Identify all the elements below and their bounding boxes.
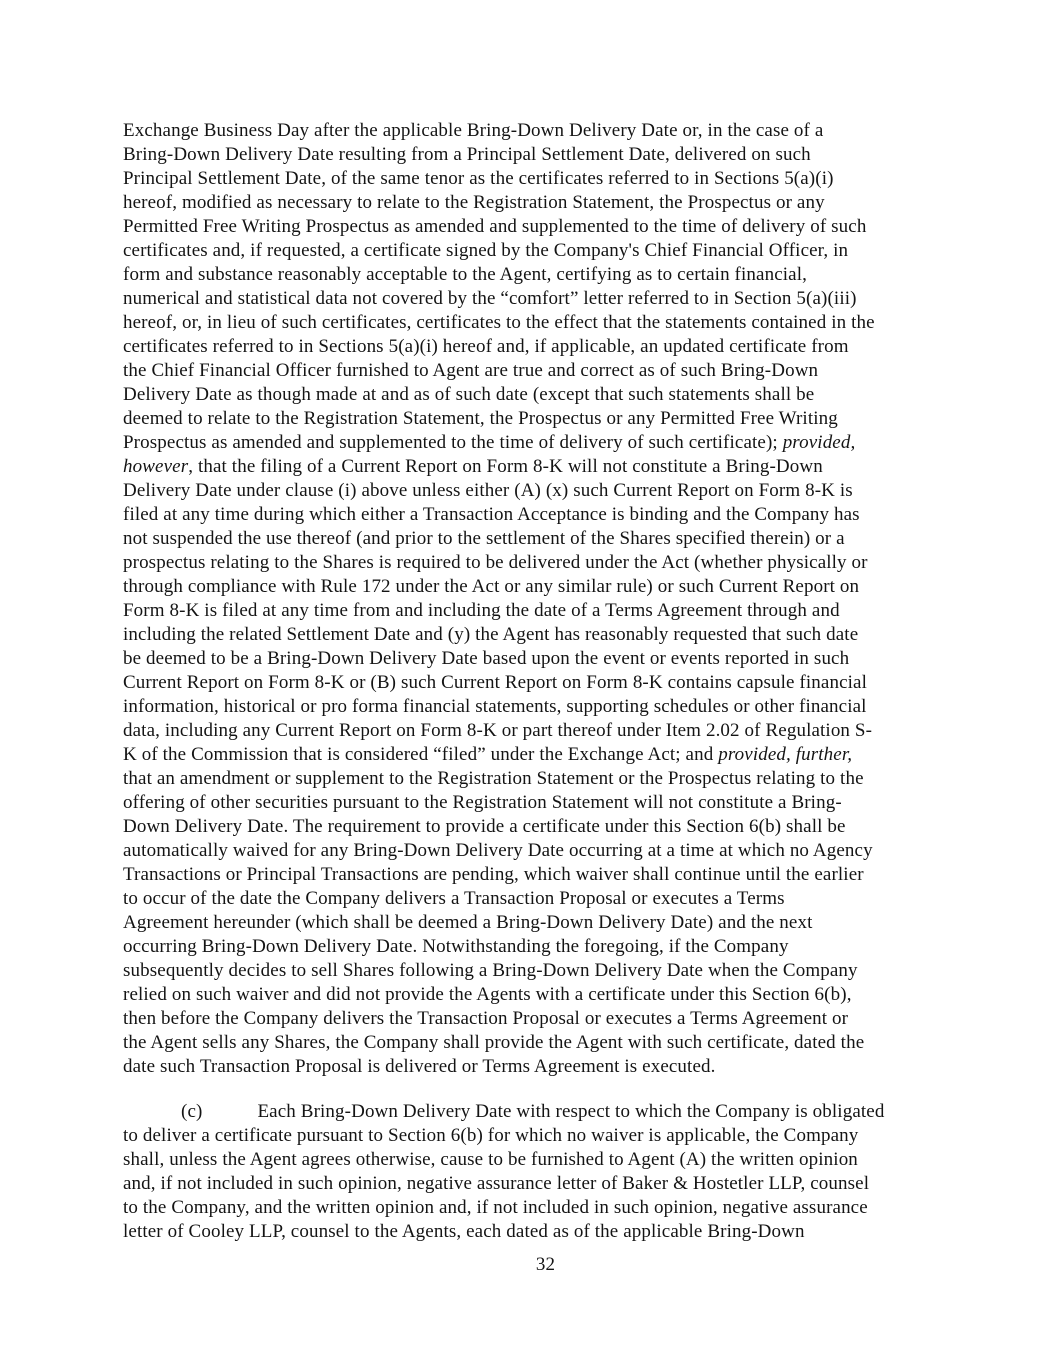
text-segment: be deemed to be a Bring-Down Delivery Date based upon the event or events reported in such <box>123 648 850 669</box>
text-segment: Principal Settlement Date, of the same tenor as the certificates referred to in Sections 5(a)(i) <box>123 168 834 189</box>
text-line <box>123 1007 968 1031</box>
text-line <box>123 743 968 767</box>
text-segment: certificates and, if requested, a certificate signed by the Company's Chief Financial Officer, in <box>123 240 849 261</box>
text-segment: to deliver a certificate pursuant to Section 6(b) for which no waiver is applicable, the Company <box>123 1125 859 1146</box>
italic-text-segment: however <box>123 456 189 477</box>
text-line <box>123 1148 968 1172</box>
text-segment: Bring-Down Delivery Date resulting from a Principal Settlement Date, delivered on such <box>123 144 811 165</box>
page-number: 32 <box>535 1254 556 1275</box>
text-line <box>123 407 968 431</box>
text-line <box>123 623 968 647</box>
text-line <box>123 551 968 575</box>
text-segment: to the Company, and the written opinion and, if not included in such opinion, negative assurance <box>123 1197 868 1218</box>
text-line <box>123 191 968 215</box>
text-line <box>123 719 968 743</box>
text-segment: (c) <box>181 1101 203 1122</box>
text-line <box>123 1220 968 1244</box>
text-segment: occurring Bring-Down Delivery Date. Notwithstanding the foregoing, if the Company <box>123 936 789 957</box>
text-segment: not suspended the use thereof (and prior to the settlement of the Shares specified therein) or a <box>123 528 845 549</box>
text-line <box>123 1100 968 1124</box>
text-line <box>123 503 968 527</box>
text-line <box>123 1172 968 1196</box>
text-segment: Current Report on Form 8-K or (B) such Current Report on Form 8-K contains capsule financial <box>123 672 867 693</box>
text-line <box>123 143 968 167</box>
text-segment: Delivery Date under clause (i) above unless either (A) (x) such Current Report on Form 8-K is <box>123 480 853 501</box>
text-segment: , that the filing of a Current Report on Form 8-K will not constitute a Bring-Down <box>188 456 823 477</box>
text-line <box>123 599 968 623</box>
text-segment: data, including any Current Report on Form 8-K or part thereof under Item 2.02 of Regulation S- <box>123 720 873 741</box>
text-line <box>123 791 968 815</box>
text-segment: deemed to relate to the Registration Statement, the Prospectus or any Permitted Free Writing <box>123 408 838 429</box>
text-line <box>123 287 968 311</box>
text-line <box>123 119 968 143</box>
text-line <box>123 479 968 503</box>
text-line <box>123 167 968 191</box>
text-segment: Prospectus as amended and supplemented to the time of delivery of such certificate); <box>123 432 783 453</box>
text-segment: K of the Commission that is considered “filed” under the Exchange Act; and <box>123 744 719 765</box>
text-line <box>123 239 968 263</box>
text-line <box>123 359 968 383</box>
text-segment: Transactions or Principal Transactions are pending, which waiver shall continue until the earlier <box>123 864 864 885</box>
page-content <box>123 119 968 1277</box>
text-segment: Delivery Date as though made at and as of such date (except that such statements shall be <box>123 384 815 405</box>
text-segment: the Chief Financial Officer furnished to Agent are true and correct as of such Bring-Down <box>123 360 819 381</box>
text-line <box>123 887 968 911</box>
text-segment: subsequently decides to sell Shares following a Bring-Down Delivery Date when the Company <box>123 960 858 981</box>
text-line <box>123 695 968 719</box>
text-line <box>123 671 968 695</box>
text-line <box>123 647 968 671</box>
text-line <box>123 431 968 455</box>
section-6b-continuation-paragraph <box>123 119 968 1079</box>
italic-text-segment: provided, <box>782 432 856 453</box>
text-segment: through compliance with Rule 172 under the Act or any similar rule) or such Current Report on <box>123 576 860 597</box>
text-segment: information, historical or pro forma financial statements, supporting schedules or other financial <box>123 696 867 717</box>
text-segment: letter of Cooley LLP, counsel to the Agents, each dated as of the applicable Bring-Down <box>123 1221 805 1242</box>
text-segment: Exchange Business Day after the applicable Bring-Down Delivery Date or, in the case of a <box>123 120 824 141</box>
text-segment: then before the Company delivers the Transaction Proposal or executes a Terms Agreement or <box>123 1008 849 1029</box>
text-segment: including the related Settlement Date and (y) the Agent has reasonably requested that such date <box>123 624 859 645</box>
text-line <box>123 1196 968 1220</box>
text-segment: shall, unless the Agent agrees otherwise, cause to be furnished to Agent (A) the written opinion <box>123 1149 858 1170</box>
body-text <box>123 119 968 1244</box>
text-line <box>123 527 968 551</box>
text-line <box>123 383 968 407</box>
text-segment: hereof, modified as necessary to relate to the Registration Statement, the Prospectus or any <box>123 192 825 213</box>
text-segment: Permitted Free Writing Prospectus as amended and supplemented to the time of delivery of such <box>123 216 867 237</box>
text-line <box>123 311 968 335</box>
text-line <box>123 575 968 599</box>
text-line <box>123 215 968 239</box>
text-segment: form and substance reasonably acceptable to the Agent, certifying as to certain financial, <box>123 264 807 285</box>
text-line <box>123 911 968 935</box>
text-line <box>123 767 968 791</box>
text-line <box>123 959 968 983</box>
text-line <box>123 863 968 887</box>
text-line <box>123 263 968 287</box>
text-segment: to occur of the date the Company delivers a Transaction Proposal or executes a Terms <box>123 888 785 909</box>
text-segment: the Agent sells any Shares, the Company shall provide the Agent with such certificate, dated the <box>123 1032 865 1053</box>
text-segment: relied on such waiver and did not provide the Agents with a certificate under this Section 6(b), <box>123 984 852 1005</box>
text-line <box>123 839 968 863</box>
text-line <box>123 983 968 1007</box>
text-segment: Down Delivery Date. The requirement to provide a certificate under this Section 6(b) shall be <box>123 816 846 837</box>
text-segment: filed at any time during which either a Transaction Acceptance is binding and the Company has <box>123 504 860 525</box>
text-line <box>123 455 968 479</box>
text-segment: Agreement hereunder (which shall be deemed a Bring-Down Delivery Date) and the next <box>123 912 813 933</box>
text-line <box>123 815 968 839</box>
text-segment: hereof, or, in lieu of such certificates, certificates to the effect that the statements contained in the <box>123 312 875 333</box>
italic-text-segment: provided, further, <box>718 744 853 765</box>
text-segment: Form 8-K is filed at any time from and including the date of a Terms Agreement through and <box>123 600 840 621</box>
text-segment: prospectus relating to the Shares is required to be delivered under the Act (whether physically or <box>123 552 868 573</box>
text-line <box>123 335 968 359</box>
text-line <box>123 1124 968 1148</box>
text-line <box>123 1055 968 1079</box>
text-segment: and, if not included in such opinion, negative assurance letter of Baker & Hostetler LLP, counsel <box>123 1173 870 1194</box>
section-6c-paragraph <box>123 1100 968 1244</box>
text-line <box>123 935 968 959</box>
text-line <box>123 1031 968 1055</box>
text-segment: certificates referred to in Sections 5(a)(i) hereof and, if applicable, an updated certificate from <box>123 336 849 357</box>
text-segment: date such Transaction Proposal is delivered or Terms Agreement is executed. <box>123 1056 716 1077</box>
text-segment: offering of other securities pursuant to the Registration Statement will not constitute a Bring- <box>123 792 842 813</box>
text-segment: automatically waived for any Bring-Down Delivery Date occurring at a time at which no Agency <box>123 840 873 861</box>
text-segment: Each Bring-Down Delivery Date with respect to which the Company is obligated <box>257 1101 885 1122</box>
text-segment: numerical and statistical data not covered by the “comfort” letter referred to in Section 5(a)(iii) <box>123 288 857 309</box>
text-segment: that an amendment or supplement to the Registration Statement or the Prospectus relating to the <box>123 768 864 789</box>
